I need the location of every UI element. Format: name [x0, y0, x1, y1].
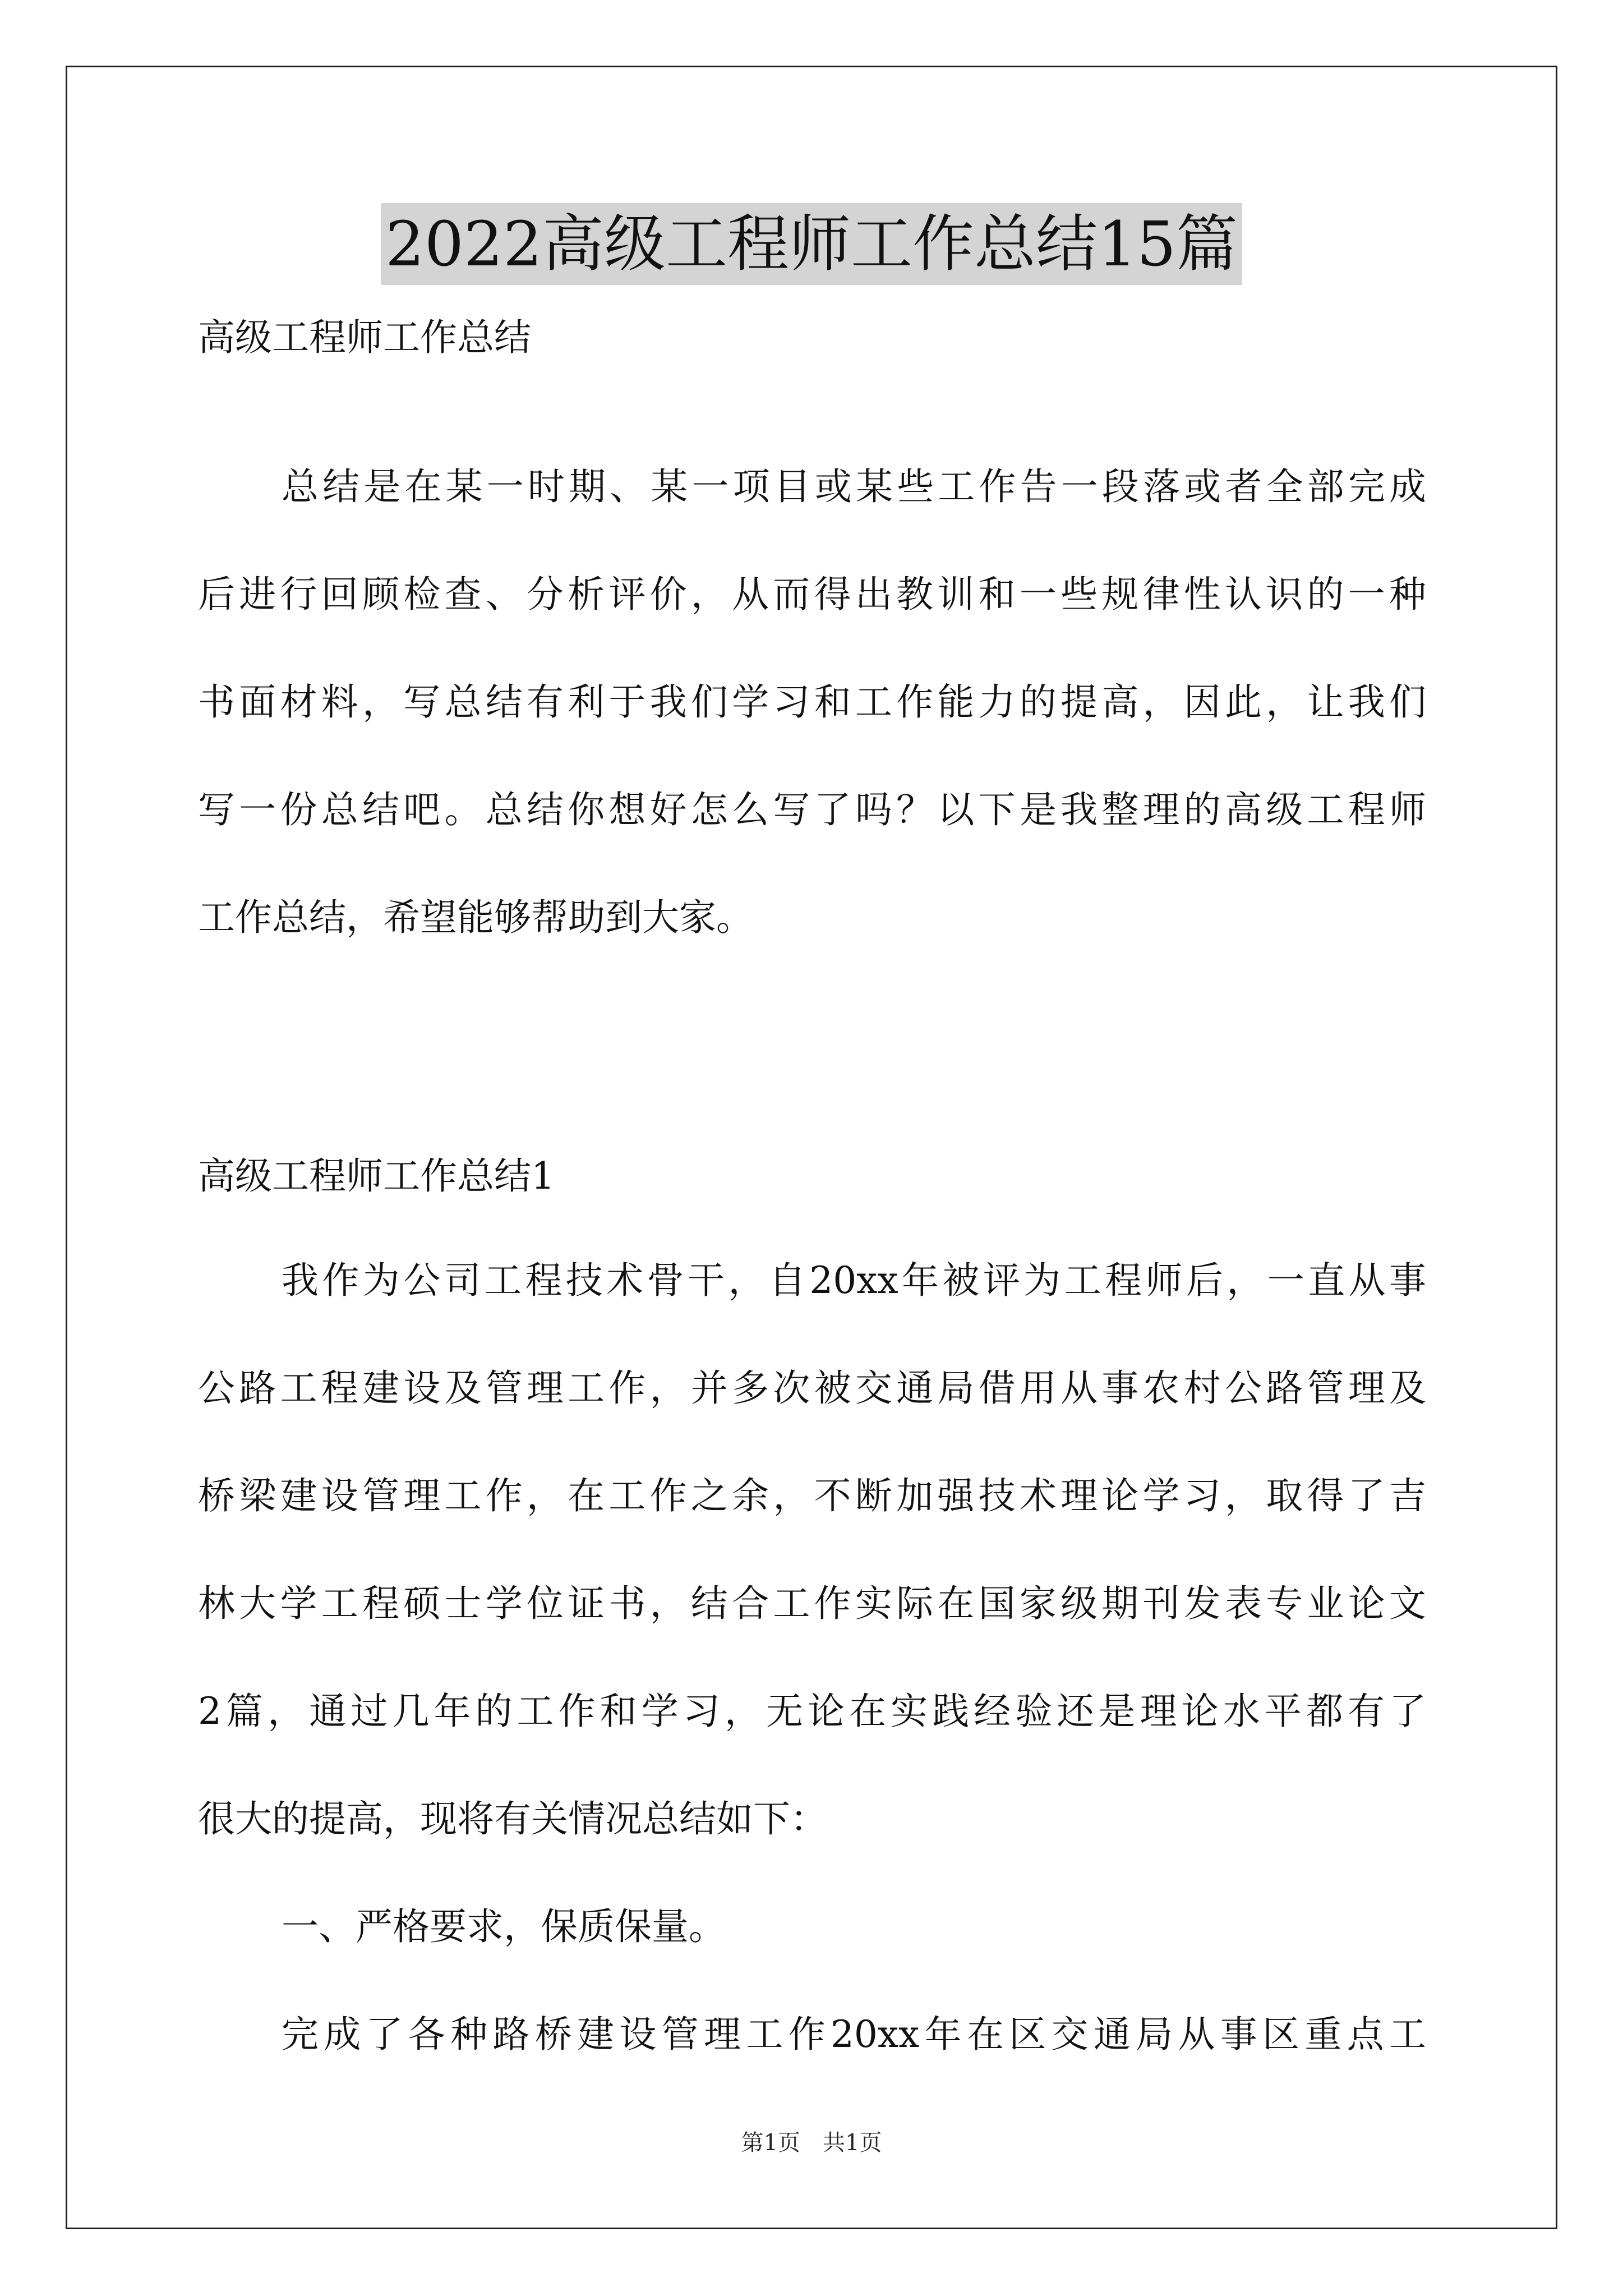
document-title: 2022高级工程师工作总结15篇 — [381, 203, 1242, 285]
section1-line: 桥梁建设管理工作，在工作之余，不断加强技术理论学习，取得了吉 — [198, 1474, 1426, 1517]
section1-heading: 高级工程师工作总结1 — [198, 1154, 555, 1198]
intro-line: 后进行回顾检查、分析评价，从而得出教训和一些规律性认识的一种 — [198, 573, 1426, 616]
intro-line: 写一份总结吧。总结你想好怎么写了吗？以下是我整理的高级工程师 — [198, 788, 1426, 831]
section1-line: 公路工程建设及管理工作，并多次被交通局借用从事农村公路管理及 — [198, 1366, 1426, 1410]
section1-continued-line: 完成了各种路桥建设管理工作20xx年在区交通局从事区重点工 — [282, 2013, 1426, 2056]
intro-heading: 高级工程师工作总结 — [198, 316, 531, 359]
section1-line: 2篇，通过几年的工作和学习，无论在实践经验还是理论水平都有了 — [198, 1690, 1426, 1733]
subheading: 一、严格要求，保质保量。 — [282, 1905, 726, 1948]
page-footer: 第1页 共1页 — [741, 2130, 882, 2156]
intro-line: 总结是在某一时期、某一项目或某些工作告一段落或者全部完成 — [282, 465, 1426, 508]
section1-line: 林大学工程硕士学位证书，结合工作实际在国家级期刊发表专业论文 — [198, 1582, 1426, 1625]
section1-line: 很大的提高，现将有关情况总结如下： — [198, 1797, 827, 1841]
intro-line: 工作总结，希望能够帮助到大家。 — [198, 896, 753, 939]
section1-line: 我作为公司工程技术骨干，自20xx年被评为工程师后，一直从事 — [282, 1259, 1426, 1302]
title-area — [0, 203, 1623, 285]
intro-line: 书面材料，写总结有利于我们学习和工作能力的提高，因此，让我们 — [198, 680, 1426, 724]
